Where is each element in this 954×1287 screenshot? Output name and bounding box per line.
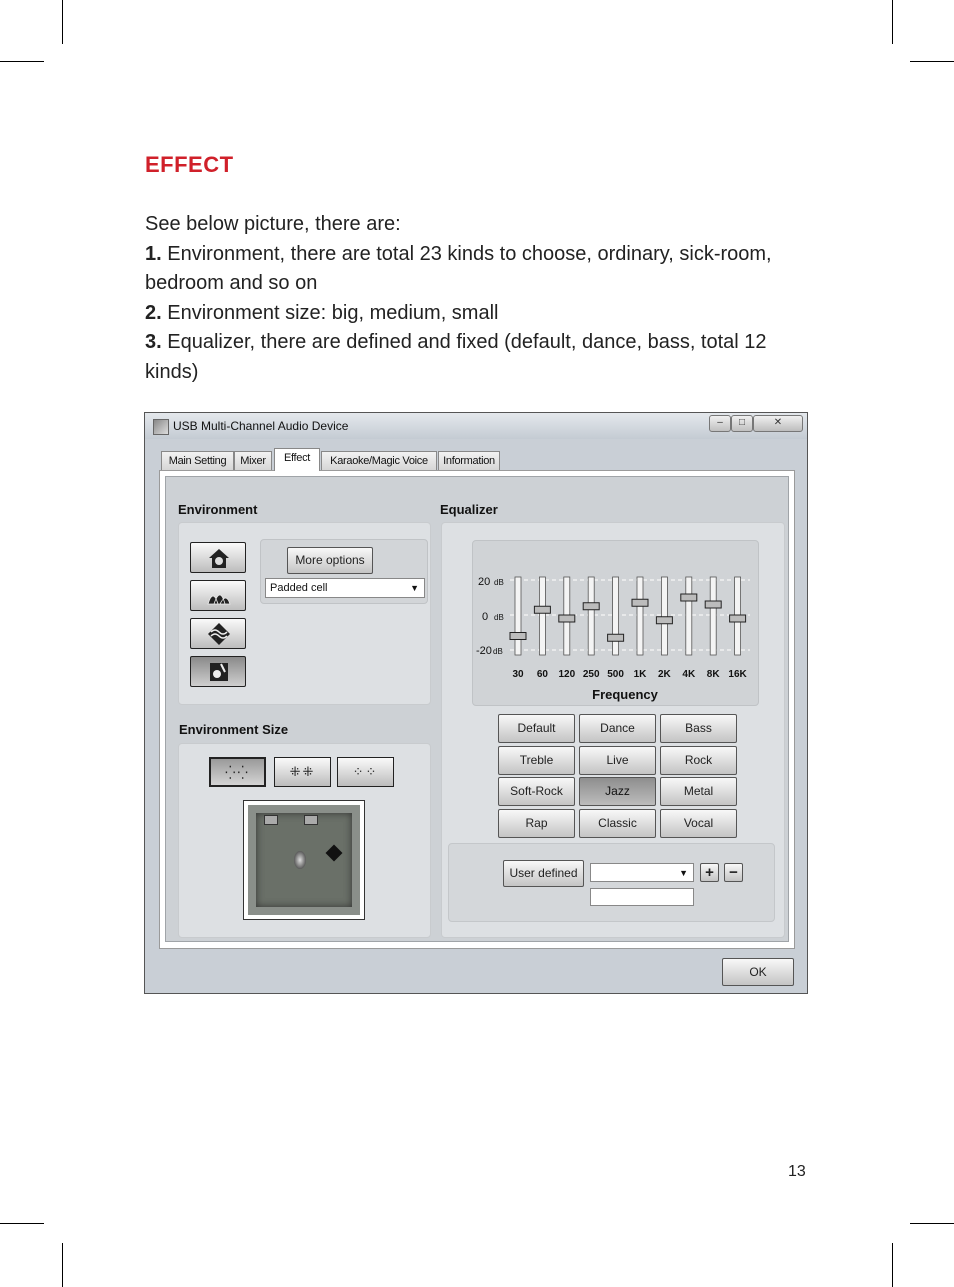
tab-mixer[interactable]: Mixer xyxy=(234,451,272,470)
preset-button-live[interactable]: Live xyxy=(579,746,656,775)
minimize-button[interactable]: – xyxy=(709,415,731,432)
crop-mark xyxy=(892,1243,893,1287)
eq-band-label: 500 xyxy=(607,669,624,680)
tab-karaoke[interactable]: Karaoke/Magic Voice xyxy=(321,451,437,470)
close-button[interactable]: ✕ xyxy=(753,415,803,432)
eq-slider-track[interactable] xyxy=(588,577,594,655)
frequency-label: Frequency xyxy=(592,687,658,702)
eq-band-label: 120 xyxy=(558,669,576,680)
intro-item: 3. Equalizer, there are defined and fixed (default, dance, bass, total 12 kinds) xyxy=(145,331,767,383)
preset-button-rap[interactable]: Rap xyxy=(498,809,575,838)
environment-size-label: Environment Size xyxy=(179,722,289,737)
eq-slider-track[interactable] xyxy=(710,577,716,655)
equalizer-label: Equalizer xyxy=(440,502,498,517)
crop-mark xyxy=(62,0,63,44)
db-unit-label: dB xyxy=(493,647,503,656)
environment-box xyxy=(178,522,431,705)
listener-icon[interactable] xyxy=(294,851,306,869)
db-top-label: 20 xyxy=(478,576,491,588)
app-icon xyxy=(153,419,169,435)
equalizer-box xyxy=(441,522,785,938)
db-unit-label: dB xyxy=(494,578,504,587)
preset-name-input[interactable] xyxy=(590,888,694,906)
equalizer-graph xyxy=(472,540,759,706)
user-defined-box xyxy=(448,843,775,922)
tab-content xyxy=(159,470,795,949)
equalizer-sliders[interactable] xyxy=(473,541,758,705)
preset-button-dance[interactable]: Dance xyxy=(579,714,656,743)
eq-band-label: 16K xyxy=(728,669,747,680)
add-preset-button[interactable]: + xyxy=(700,863,719,882)
preset-button-metal[interactable]: Metal xyxy=(660,777,737,806)
water-wave-icon[interactable] xyxy=(190,618,246,649)
crop-mark xyxy=(910,61,954,62)
preset-button-vocal[interactable]: Vocal xyxy=(660,809,737,838)
db-mid-label: 0 xyxy=(482,611,489,623)
more-options-button[interactable]: More options xyxy=(287,547,373,574)
preset-button-classic[interactable]: Classic xyxy=(579,809,656,838)
eq-slider-track[interactable] xyxy=(661,577,667,655)
section-heading: EFFECT xyxy=(145,152,234,177)
opera-house-icon[interactable] xyxy=(190,580,246,611)
eq-band-label: 4K xyxy=(682,669,696,680)
environment-options-box xyxy=(260,539,428,604)
eq-slider-thumb[interactable] xyxy=(705,601,721,608)
preset-button-treble[interactable]: Treble xyxy=(498,746,575,775)
audio-device-window xyxy=(144,412,808,994)
environment-label: Environment xyxy=(178,502,258,517)
eq-band-label: 8K xyxy=(706,669,720,680)
eq-slider-track[interactable] xyxy=(686,577,692,655)
intro-item: 1. Environment, there are total 23 kinds to choose, ordinary, sick-room, bedroom and so on xyxy=(145,242,772,294)
size-small-button[interactable]: ⁛⁛ xyxy=(209,757,266,787)
user-preset-select[interactable]: ▼ xyxy=(590,863,694,882)
crop-mark xyxy=(910,1223,954,1224)
eq-slider-thumb[interactable] xyxy=(632,599,648,606)
tab-information[interactable]: Information xyxy=(438,451,500,470)
page-number: 13 xyxy=(788,1163,806,1180)
eq-slider-thumb[interactable] xyxy=(730,615,746,622)
window-title: USB Multi-Channel Audio Device xyxy=(173,419,349,433)
environment-size-box xyxy=(178,743,431,938)
eq-slider-thumb[interactable] xyxy=(559,615,575,622)
db-bot-label: -20 xyxy=(476,645,492,657)
preset-button-jazz[interactable]: Jazz xyxy=(579,777,656,806)
room-people-icon[interactable] xyxy=(190,656,246,687)
preset-button-soft-rock[interactable]: Soft-Rock xyxy=(498,777,575,806)
size-large-button[interactable]: ⁘⁘ xyxy=(337,757,394,787)
size-medium-button[interactable]: ⁜⁜ xyxy=(274,757,331,787)
speaker-icon xyxy=(304,815,318,825)
speaker-icon xyxy=(326,845,343,862)
room-preview xyxy=(243,800,365,920)
crop-mark xyxy=(0,61,44,62)
eq-band-label: 30 xyxy=(512,669,524,680)
db-unit-label: dB xyxy=(494,613,504,622)
eq-slider-thumb[interactable] xyxy=(656,617,672,624)
house-icon[interactable] xyxy=(190,542,246,573)
tab-effect[interactable]: Effect xyxy=(274,448,320,471)
eq-band-label: 250 xyxy=(582,669,600,680)
intro-text xyxy=(145,210,825,387)
preset-button-bass[interactable]: Bass xyxy=(660,714,737,743)
crop-mark xyxy=(892,0,893,44)
eq-slider-thumb[interactable] xyxy=(681,594,697,601)
crop-mark xyxy=(0,1223,44,1224)
preset-button-default[interactable]: Default xyxy=(498,714,575,743)
eq-slider-thumb[interactable] xyxy=(510,633,526,640)
preset-button-rock[interactable]: Rock xyxy=(660,746,737,775)
eq-slider-track[interactable] xyxy=(613,577,619,655)
eq-slider-track[interactable] xyxy=(515,577,521,655)
crop-mark xyxy=(62,1243,63,1287)
eq-slider-track[interactable] xyxy=(539,577,545,655)
eq-slider-thumb[interactable] xyxy=(608,634,624,641)
eq-band-label: 60 xyxy=(536,669,548,680)
tab-main-setting[interactable]: Main Setting xyxy=(161,451,234,470)
maximize-button[interactable]: □ xyxy=(731,415,753,432)
eq-slider-thumb[interactable] xyxy=(583,603,599,610)
remove-preset-button[interactable]: − xyxy=(724,863,743,882)
environment-select[interactable]: Padded cell ▼ xyxy=(265,578,425,598)
intro-line: See below picture, there are: xyxy=(145,213,401,235)
speaker-icon xyxy=(264,815,278,825)
ok-button[interactable]: OK xyxy=(722,958,794,986)
effect-panel xyxy=(165,476,789,942)
eq-slider-thumb[interactable] xyxy=(534,606,550,613)
eq-slider-track[interactable] xyxy=(637,577,643,655)
eq-band-label: 2K xyxy=(658,669,671,680)
user-defined-button[interactable]: User defined xyxy=(503,860,584,887)
title-bar xyxy=(145,413,807,439)
eq-band-label: 1K xyxy=(633,669,647,680)
intro-item: 2. Environment size: big, medium, small xyxy=(145,301,499,324)
